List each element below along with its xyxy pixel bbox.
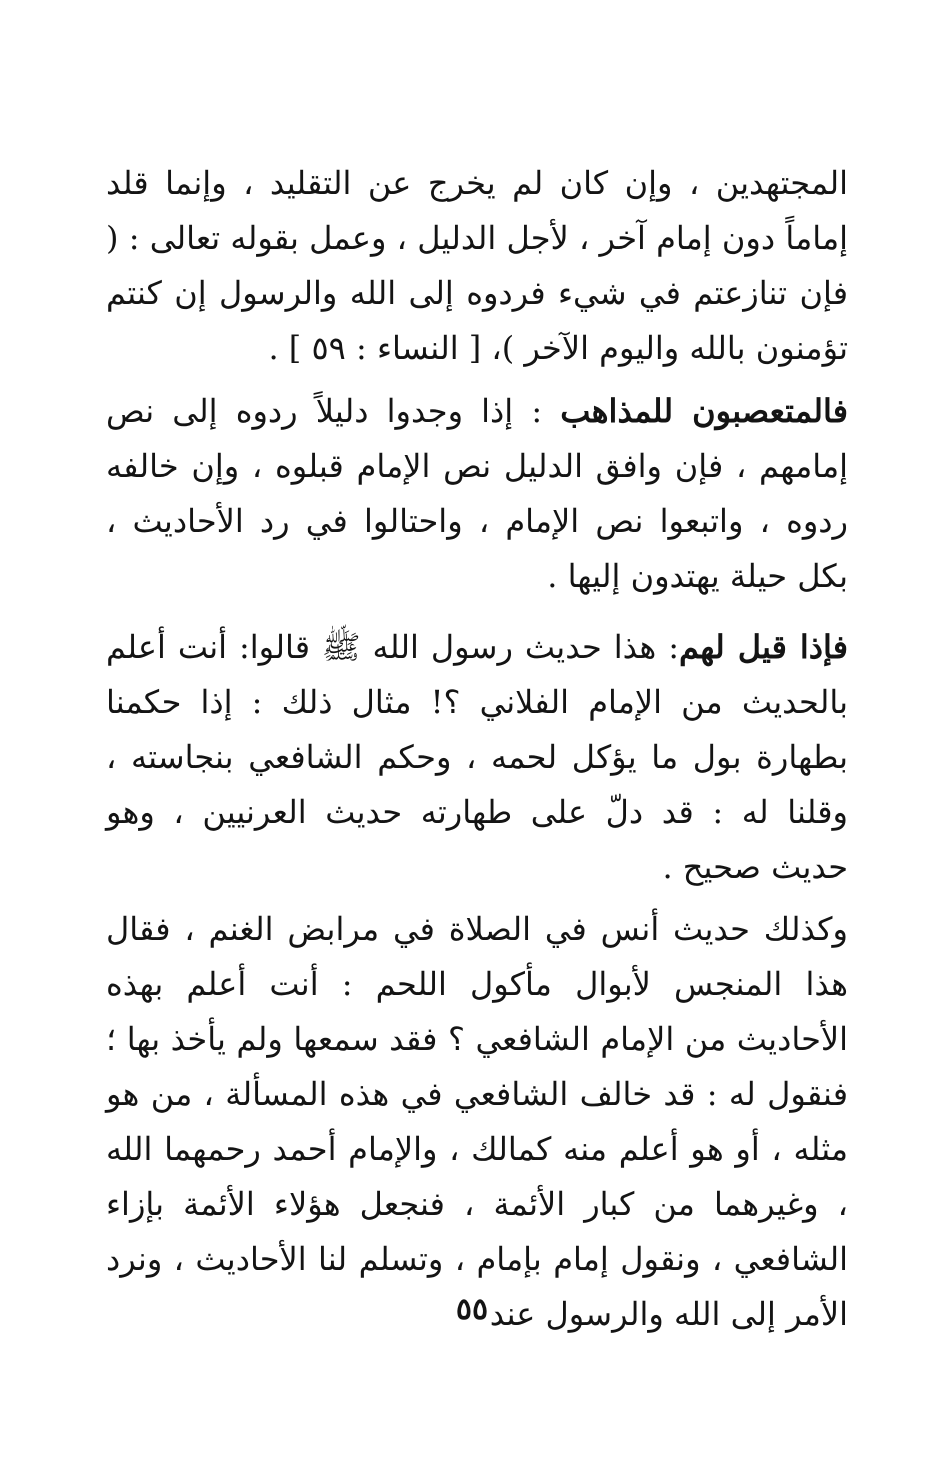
paragraph-2-lead: فالمتعصبون للمذاهب — [560, 392, 849, 430]
paragraph-1 — [106, 156, 848, 376]
page-number: ٥٥ — [455, 1292, 489, 1327]
paragraph-4 — [106, 902, 848, 1342]
paragraph-4-body: وكذلك حديث أنس في الصلاة في مرابض الغنم ، فقال هذا المنجس لأبوال مأكول اللحم : أنت أعلم بهذه الأحاديث من الإمام الشافعي ؟ فقد سمعها ولم يأخذ بها ؛ فنقول له : قد خالف الشافعي في هذه المسألة ، من هو مثله ، أو هو أعلم منه كمالك ، والإمام أحمد رحمهما الله ، وغيرهما من كبار الأئمة ، فنجعل هؤلاء الأئمة بإزاء الشافعي ، ونقول إمام بإمام ، وتسلم لنا الأحاديث ، ونرد الأمر إلى الله والرسول عند — [106, 910, 848, 1333]
paragraph-1-body: المجتهدين ، وإن كان لم يخرج عن التقليد ، وإنما قلد إماماً دون إمام آخر ، لأجل الدليل ، وعمل بقوله تعالى : ( فإن تنازعتم في شيء فردوه إلى الله والرسول إن كنتم تؤمنون بالله واليوم الآخر )، [ النساء : ٥٩ ] . — [106, 164, 849, 367]
paragraph-2-body: : إذا وجدوا دليلاً ردوه إلى نص إمامهم ، فإن وافق الدليل نص الإمام قبلوه ، وإن خالفه ردوه ، واتبعوا نص الإمام ، واحتالوا في رد الأحاديث ، بكل حيلة يهتدون إليها . — [106, 392, 849, 595]
paragraph-3 — [106, 620, 848, 895]
paragraph-3-body: : هذا حديث رسول الله ﷺ قالوا: أنت أعلم بالحديث من الإمام الفلاني ؟! مثال ذلك : إذا حكمنا بطهارة بول ما يؤكل لحمه ، وحكم الشافعي بنجاسته ، وقلنا له : قد دلّ على طهارته حديث العرنيين ، وهو حديث صحيح . — [106, 628, 849, 886]
paragraph-2 — [106, 384, 848, 604]
paragraph-3-lead: فإذا قيل لهم — [679, 628, 848, 666]
